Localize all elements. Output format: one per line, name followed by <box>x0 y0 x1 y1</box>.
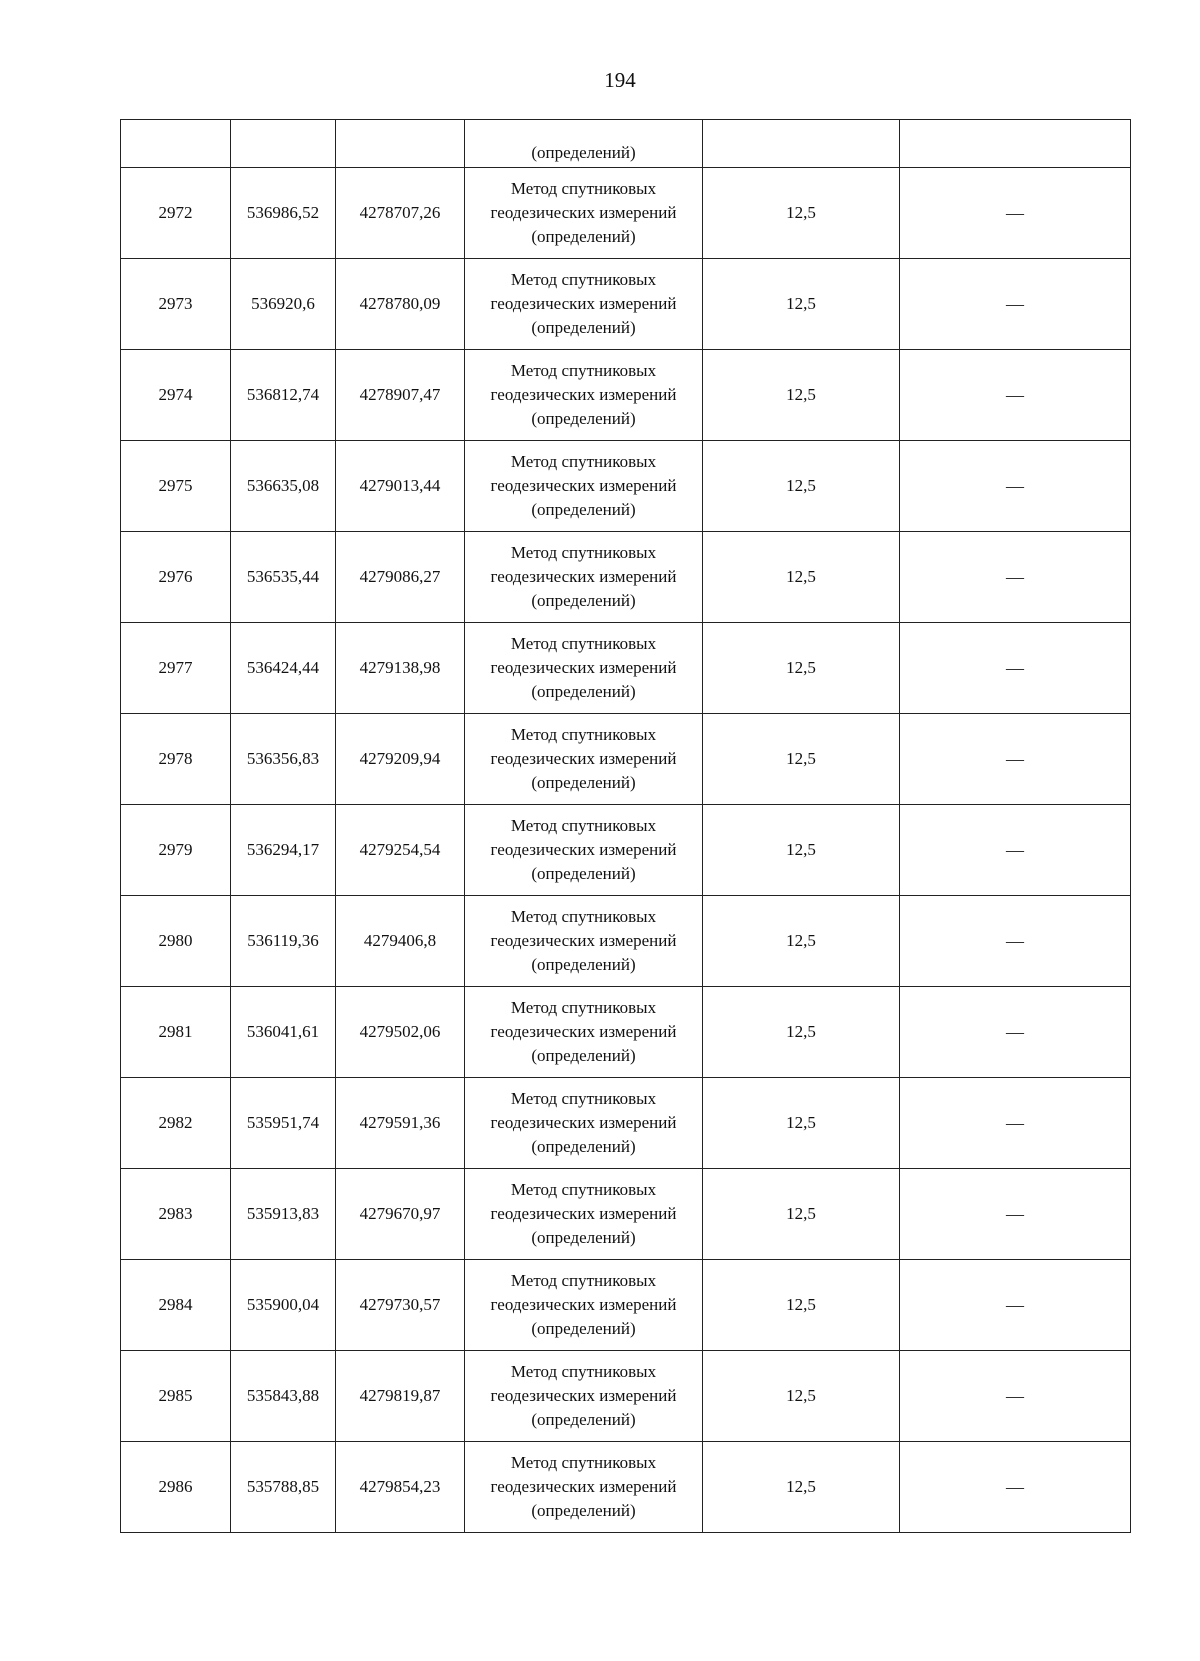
cell-y-coordinate: 4278907,47 <box>336 350 465 441</box>
table-row <box>121 1442 1131 1533</box>
table-row <box>121 350 1131 441</box>
cell-method <box>465 805 703 896</box>
cell-accuracy: 12,5 <box>703 714 900 805</box>
method-line: (определений) <box>531 682 636 701</box>
method-line: (определений) <box>531 318 636 337</box>
method-line: Метод спутниковых <box>510 1089 657 1108</box>
cell-method <box>465 896 703 987</box>
method-line: (определений) <box>531 591 636 610</box>
cell-point-id: 2981 <box>121 987 231 1078</box>
cell-note: — <box>900 1442 1131 1533</box>
cell-x-coordinate: 535788,85 <box>231 1442 336 1533</box>
method-line: (определений) <box>531 1137 636 1156</box>
cell-y-coordinate: 4279013,44 <box>336 441 465 532</box>
method-line: (определений) <box>531 1319 636 1338</box>
cell-accuracy: 12,5 <box>703 350 900 441</box>
cell-x-coordinate: 536424,44 <box>231 623 336 714</box>
cell-y-coordinate: 4279591,36 <box>336 1078 465 1169</box>
cell-y-coordinate: 4278707,26 <box>336 168 465 259</box>
method-line: Метод спутниковых <box>510 452 657 471</box>
cell-accuracy: 12,5 <box>703 441 900 532</box>
cell-y-coordinate: 4279730,57 <box>336 1260 465 1351</box>
cell-note: — <box>900 441 1131 532</box>
table-row <box>121 259 1131 350</box>
method-line: геодезических измерений <box>490 749 677 768</box>
cell-method <box>465 1442 703 1533</box>
method-line: (определений) <box>531 955 636 974</box>
cell-y-coordinate: 4279854,23 <box>336 1442 465 1533</box>
method-line: Метод спутниковых <box>510 816 657 835</box>
cell-accuracy: 12,5 <box>703 1078 900 1169</box>
table-row <box>121 441 1131 532</box>
cell-point-id: 2978 <box>121 714 231 805</box>
cell-method <box>465 350 703 441</box>
cell-x-coordinate: 535843,88 <box>231 1351 336 1442</box>
method-line: Метод спутниковых <box>510 361 657 380</box>
cell-id <box>121 120 231 168</box>
table-body <box>121 120 1131 1533</box>
cell-method <box>465 532 703 623</box>
cell-point-id: 2975 <box>121 441 231 532</box>
cell-accuracy: 12,5 <box>703 1260 900 1351</box>
method-line: Метод спутниковых <box>510 179 657 198</box>
method-line: геодезических измерений <box>490 931 677 950</box>
cell-method <box>465 1260 703 1351</box>
method-line: Метод спутниковых <box>510 998 657 1017</box>
method-line: геодезических измерений <box>490 658 677 677</box>
method-line: (определений) <box>531 1501 636 1520</box>
cell-x-coordinate: 536356,83 <box>231 714 336 805</box>
cell-accuracy: 12,5 <box>703 805 900 896</box>
cell-y-coordinate: 4279670,97 <box>336 1169 465 1260</box>
cell-y-coordinate: 4279502,06 <box>336 987 465 1078</box>
cell-accuracy: 12,5 <box>703 259 900 350</box>
cell-x-coordinate: 536635,08 <box>231 441 336 532</box>
page-number: 194 <box>604 68 636 92</box>
cell-x-coordinate: 535913,83 <box>231 1169 336 1260</box>
cell-x-coordinate: 536535,44 <box>231 532 336 623</box>
cell-x-coordinate: 536812,74 <box>231 350 336 441</box>
table-row <box>121 987 1131 1078</box>
table-row <box>121 714 1131 805</box>
cell-note: — <box>900 259 1131 350</box>
cell-note: — <box>900 714 1131 805</box>
cell-point-id: 2984 <box>121 1260 231 1351</box>
method-line: (определений) <box>531 500 636 519</box>
method-line: Метод спутниковых <box>510 725 657 744</box>
method-line: Метод спутниковых <box>510 1362 657 1381</box>
cell-point-id: 2976 <box>121 532 231 623</box>
cell-accuracy: 12,5 <box>703 623 900 714</box>
cell-method <box>465 987 703 1078</box>
method-line: геодезических измерений <box>490 294 677 313</box>
cell-method <box>465 441 703 532</box>
cell-y-coordinate: 4279819,87 <box>336 1351 465 1442</box>
table-row <box>121 1078 1131 1169</box>
cell-point-id: 2982 <box>121 1078 231 1169</box>
cell-point-id: 2983 <box>121 1169 231 1260</box>
method-line: геодезических измерений <box>490 1204 677 1223</box>
cell-point-id: 2977 <box>121 623 231 714</box>
cell-accuracy: 12,5 <box>703 1442 900 1533</box>
cell-method <box>465 259 703 350</box>
cell-method <box>465 1169 703 1260</box>
cell-note: — <box>900 1351 1131 1442</box>
cell-note <box>900 120 1131 168</box>
table-row <box>121 1260 1131 1351</box>
method-line: (определений) <box>531 1228 636 1247</box>
cell-accuracy <box>703 120 900 168</box>
method-line: (определений) <box>531 227 636 246</box>
cell-accuracy: 12,5 <box>703 1169 900 1260</box>
cell-x-coordinate: 535951,74 <box>231 1078 336 1169</box>
method-line: (определений) <box>531 773 636 792</box>
cell-x-coordinate: 536119,36 <box>231 896 336 987</box>
method-line: геодезических измерений <box>490 203 677 222</box>
coordinates-table <box>120 119 1131 1533</box>
cell-x <box>231 120 336 168</box>
cell-y-coordinate: 4279138,98 <box>336 623 465 714</box>
cell-point-id: 2986 <box>121 1442 231 1533</box>
table-row <box>121 1169 1131 1260</box>
method-line: геодезических измерений <box>490 1113 677 1132</box>
cell-note: — <box>900 987 1131 1078</box>
table-row <box>121 168 1131 259</box>
method-line: Метод спутниковых <box>510 1453 657 1472</box>
cell-method: (определений) <box>465 120 703 168</box>
cell-note: — <box>900 350 1131 441</box>
method-line: геодезических измерений <box>490 1022 677 1041</box>
cell-accuracy: 12,5 <box>703 1351 900 1442</box>
cell-point-id: 2972 <box>121 168 231 259</box>
table-row <box>121 1351 1131 1442</box>
cell-point-id: 2980 <box>121 896 231 987</box>
method-line: Метод спутниковых <box>510 634 657 653</box>
method-line: геодезических измерений <box>490 1477 677 1496</box>
cell-accuracy: 12,5 <box>703 532 900 623</box>
method-line: (определений) <box>531 409 636 428</box>
cell-accuracy: 12,5 <box>703 987 900 1078</box>
cell-x-coordinate: 536920,6 <box>231 259 336 350</box>
cell-point-id: 2985 <box>121 1351 231 1442</box>
cell-x-coordinate: 536294,17 <box>231 805 336 896</box>
cell-note: — <box>900 1169 1131 1260</box>
method-line: (определений) <box>531 1046 636 1065</box>
cell-accuracy: 12,5 <box>703 168 900 259</box>
method-line: (определений) <box>531 864 636 883</box>
cell-point-id: 2973 <box>121 259 231 350</box>
cell-note: — <box>900 1260 1131 1351</box>
cell-y-coordinate: 4278780,09 <box>336 259 465 350</box>
cell-method <box>465 1078 703 1169</box>
cell-y-coordinate: 4279086,27 <box>336 532 465 623</box>
method-line: геодезических измерений <box>490 385 677 404</box>
cell-note: — <box>900 805 1131 896</box>
cell-x-coordinate: 535900,04 <box>231 1260 336 1351</box>
method-line: Метод спутниковых <box>510 543 657 562</box>
cell-accuracy: 12,5 <box>703 896 900 987</box>
cell-y-coordinate: 4279209,94 <box>336 714 465 805</box>
cell-note: — <box>900 623 1131 714</box>
method-line: геодезических измерений <box>490 476 677 495</box>
method-line: (определений) <box>531 1410 636 1429</box>
table-row <box>121 805 1131 896</box>
cell-y-coordinate: 4279406,8 <box>336 896 465 987</box>
cell-x-coordinate: 536041,61 <box>231 987 336 1078</box>
cell-x-coordinate: 536986,52 <box>231 168 336 259</box>
method-line: Метод спутниковых <box>510 1180 657 1199</box>
method-line: геодезических измерений <box>490 567 677 586</box>
cell-point-id: 2979 <box>121 805 231 896</box>
table-row <box>121 896 1131 987</box>
method-line: геодезических измерений <box>490 1295 677 1314</box>
cell-note: — <box>900 1078 1131 1169</box>
cell-note: — <box>900 532 1131 623</box>
method-line: геодезических измерений <box>490 1386 677 1405</box>
table-row <box>121 532 1131 623</box>
cell-note: — <box>900 896 1131 987</box>
method-line: Метод спутниковых <box>510 907 657 926</box>
cell-method <box>465 168 703 259</box>
cell-point-id: 2974 <box>121 350 231 441</box>
table-row <box>121 623 1131 714</box>
method-line: геодезических измерений <box>490 840 677 859</box>
method-line: Метод спутниковых <box>510 270 657 289</box>
cell-method <box>465 623 703 714</box>
cell-y-coordinate: 4279254,54 <box>336 805 465 896</box>
cell-y <box>336 120 465 168</box>
continuation-row <box>121 120 1131 168</box>
cell-method <box>465 714 703 805</box>
cell-method <box>465 1351 703 1442</box>
method-line: Метод спутниковых <box>510 1271 657 1290</box>
cell-note: — <box>900 168 1131 259</box>
